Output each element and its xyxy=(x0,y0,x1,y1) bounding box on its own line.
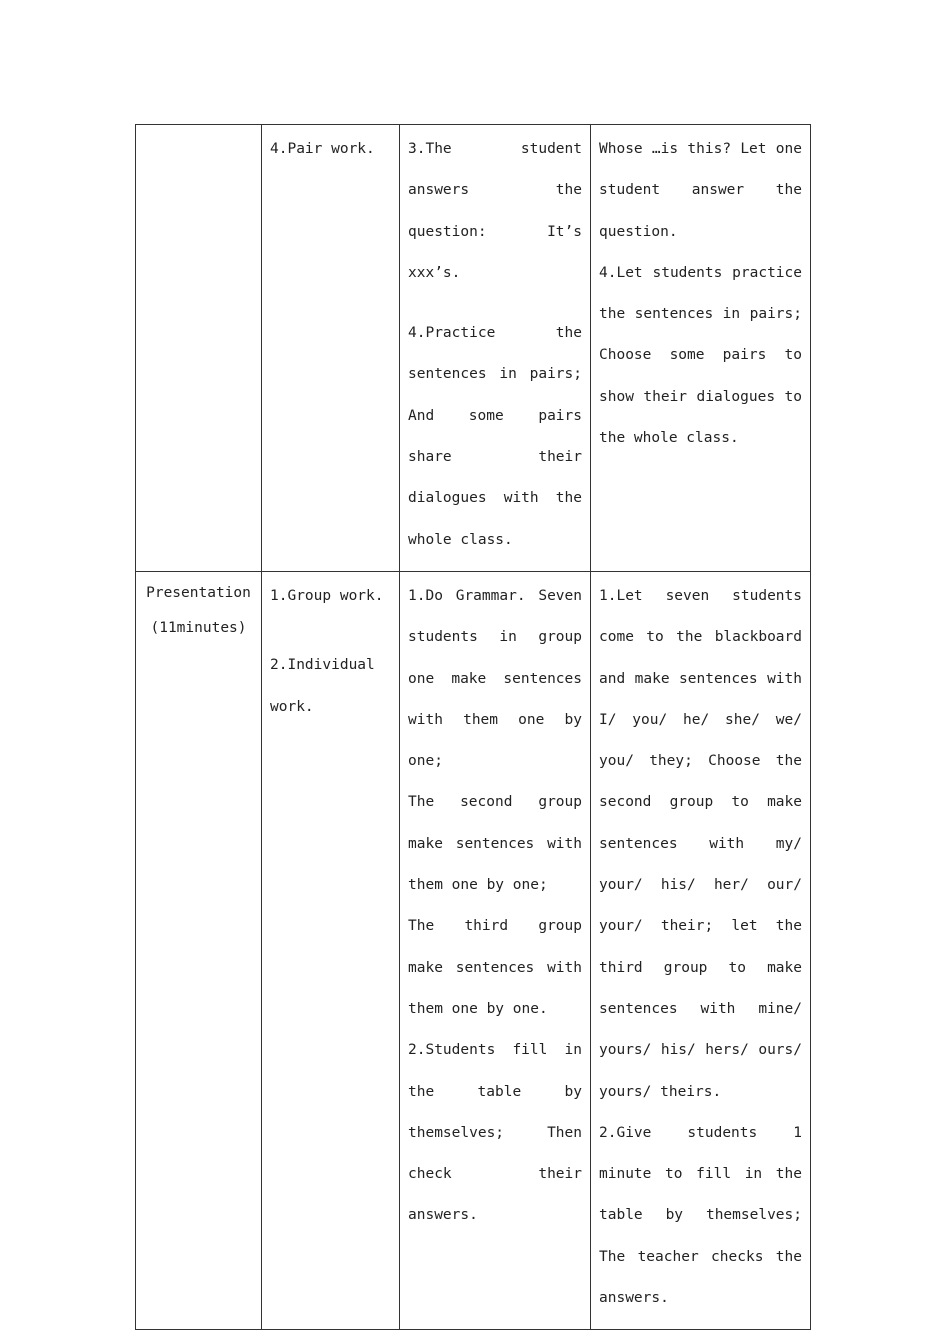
student-activity-text: The second group make sentences with them one by one; xyxy=(408,794,582,894)
student-activity-text: The third group make sentences with them one by one. xyxy=(408,918,582,1017)
stage-label: Presentation xyxy=(146,584,251,601)
stage-cell xyxy=(136,125,262,572)
activity-mode-text: 2.Individual work. xyxy=(270,657,375,715)
activity-mode-cell xyxy=(262,571,400,1329)
stage-time: (11minutes) xyxy=(150,619,247,636)
teacher-activity-text: 4.Let students practice the sentences in pairs; Choose some pairs to show their dialogues to the whole class. xyxy=(599,264,802,447)
student-activity-text: 1.Do Grammar. Seven students in group one make sentences with them one by one; xyxy=(408,587,582,770)
activity-mode-text: 4.Pair work. xyxy=(270,141,375,157)
student-activity-text: 3.The student answers the question: It’s xxx’s. xyxy=(408,141,582,281)
student-activity-text: 4.Practice the sentences in pairs; And some pairs share their dialogues with the whole class. xyxy=(408,325,582,548)
teacher-activity-cell xyxy=(591,571,811,1329)
lesson-plan-table xyxy=(135,124,811,1330)
table-row xyxy=(136,571,811,1329)
activity-mode-cell xyxy=(262,125,400,572)
table-row xyxy=(136,125,811,572)
stage-cell xyxy=(136,571,262,1329)
teacher-activity-cell xyxy=(591,125,811,572)
student-activity-text: 2.Students fill in the table by themselves; Then check their answers. xyxy=(408,1042,582,1224)
teacher-activity-text: Whose …is this? Let one student answer the question. xyxy=(599,141,802,240)
activity-mode-text: 1.Group work. xyxy=(270,587,384,604)
teacher-activity-text: 1.Let seven students come to the blackboard and make sentences with I/ you/ he/ she/ we/ you/ they; Choose the second group to make sentences with my/ your/ his/ her/ our/ your/ their; let the third group to make sentences with mine/ yours/ his/ hers/ ours/ yours/ theirs. xyxy=(599,587,802,1100)
student-activity-cell xyxy=(400,571,591,1329)
teacher-activity-text: 2.Give students 1 minute to fill in the table by themselves; The teacher checks the answers. xyxy=(599,1124,802,1307)
student-activity-cell xyxy=(400,125,591,572)
